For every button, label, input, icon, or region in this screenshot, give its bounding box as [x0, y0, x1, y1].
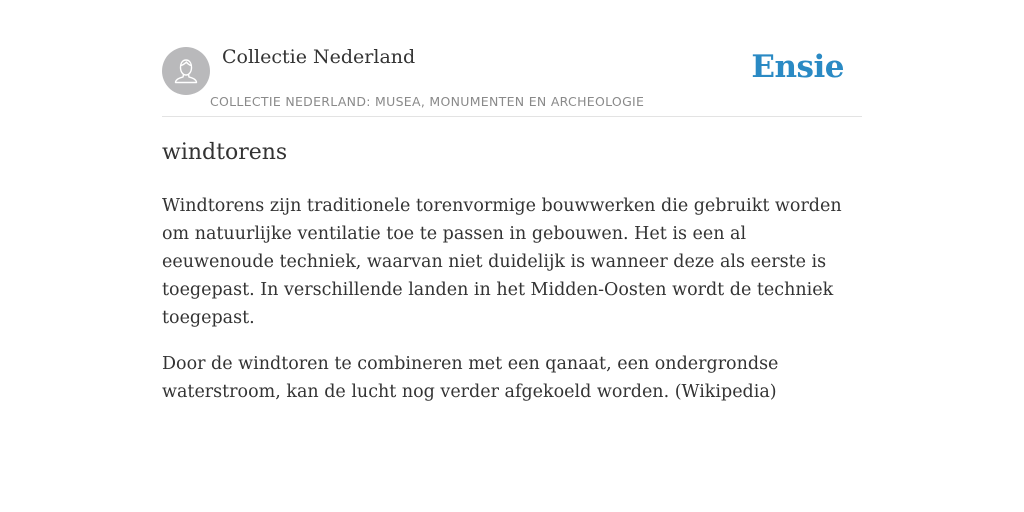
article-paragraph: Windtorens zijn traditionele torenvormige bouwwerken die gebruikt worden om natuurlijke ventilatie toe te passen in gebouwen. Het is een al eeuwenoude techniek, waarvan niet duidelijk is wanneer deze als eerste is toegepast. In verschillende landen in het Midden-Oosten wordt de techniek toegepast. [162, 196, 842, 328]
article-header [162, 44, 862, 117]
source-subtitle[interactable]: COLLECTIE NEDERLAND: MUSEA, MONUMENTEN EN ARCHEOLOGIE [210, 94, 645, 109]
ensie-logo[interactable]: Ensie [751, 49, 844, 85]
article-body [162, 192, 862, 424]
article-paragraph: Door de windtoren te combineren met een qanaat, een ondergrondse waterstroom, kan de lucht nog verder afgekoeld worden. (Wikipedia) [162, 354, 779, 402]
article-title: windtorens [162, 140, 288, 165]
author-avatar[interactable] [162, 47, 210, 95]
author-name[interactable]: Collectie Nederland [222, 46, 416, 68]
user-icon [162, 47, 210, 95]
